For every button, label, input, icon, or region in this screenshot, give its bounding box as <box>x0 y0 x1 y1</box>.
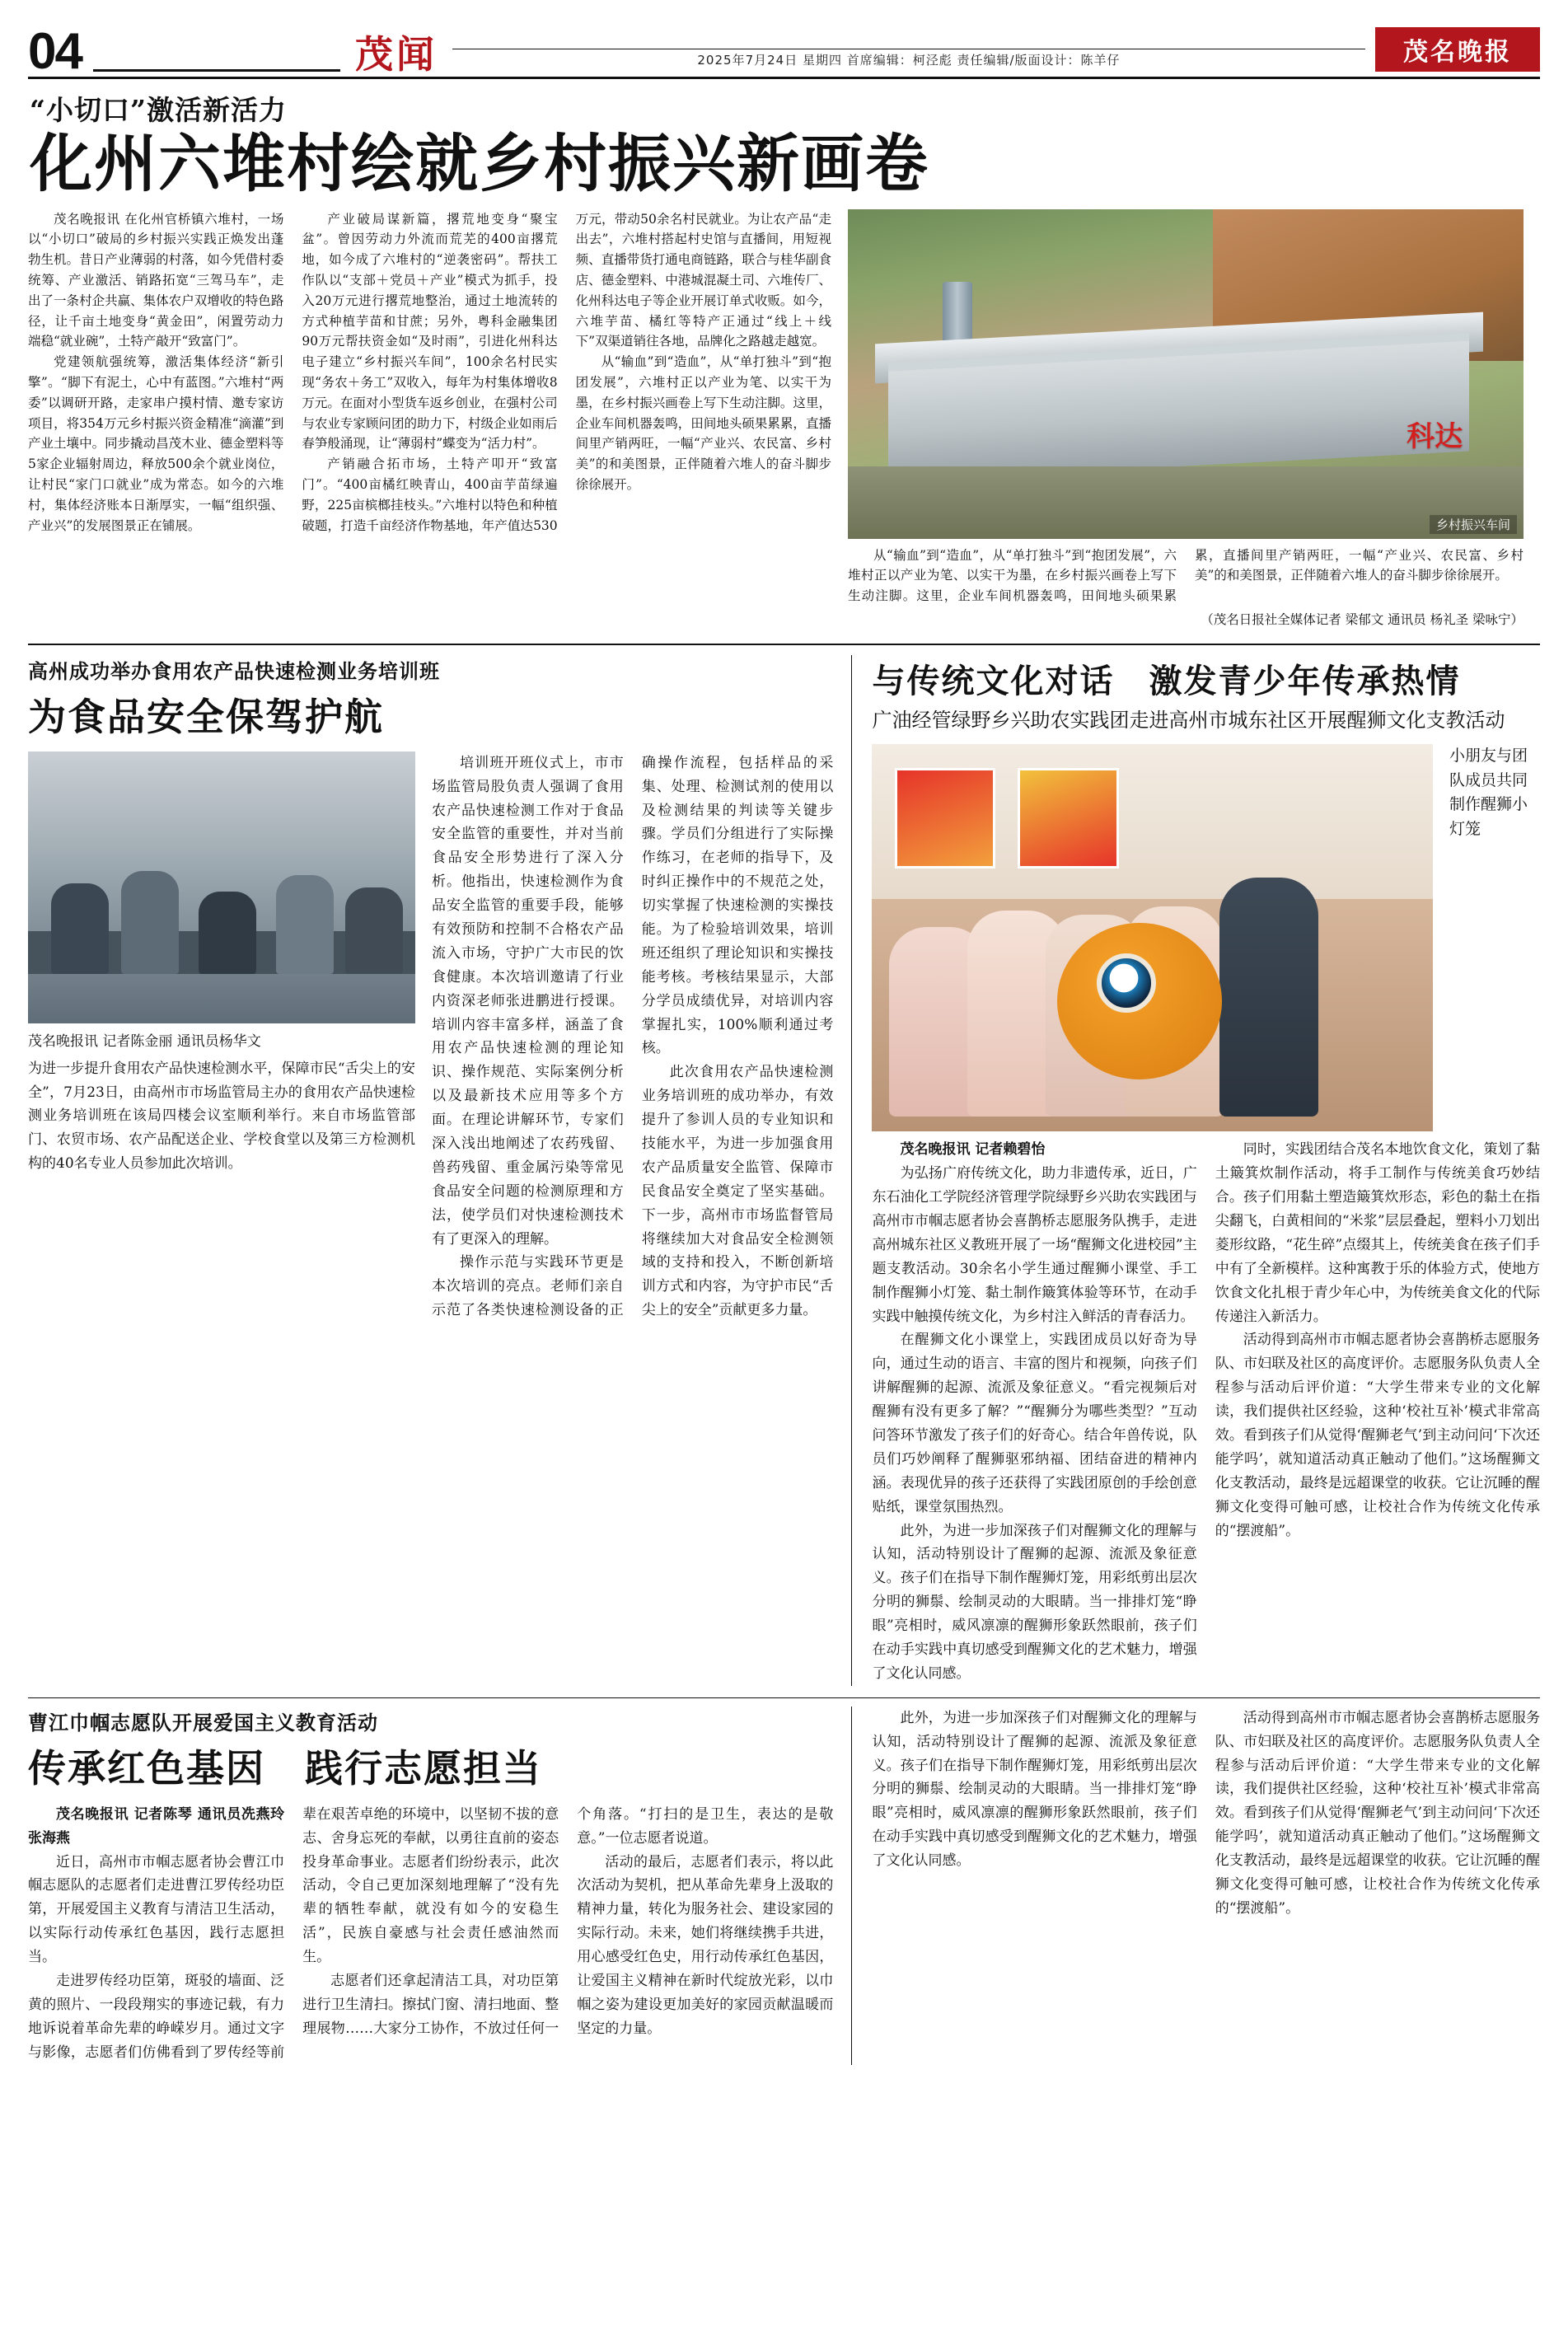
lion-byline: 茂名晚报讯 记者赖碧怡 <box>900 1141 1046 1159</box>
lion-paragraph: 在醒狮文化小课堂上，实践团成员以好奇为导向，通过生动的语言、丰富的图片和视频，向孩子们讲解醒狮的起源、流派及象征意义。“看完视频后对醒狮有没有更多了解？”“醒狮分为哪些类型？”互动问答环节激发了孩子们的好奇心。结合年兽传说，队员们巧妙阐释了醒狮驱邪纳福、团结奋进的精神内涵。表现优异的孩子还获得了实践团原创的手绘创意贴纸，课堂氛围热烈。 <box>872 1332 1197 1515</box>
lion-body <box>872 1138 1540 1685</box>
volunteer-byline: 茂名晚报讯 记者陈琴 通讯员冼燕玲 张海燕 <box>28 1805 285 1847</box>
lead-paragraph: 党建领航强统筹，激活集体经济“新引擎”。“脚下有泥土，心中有蓝图。”六堆村“两委”以调研开路，走家串户摸村情、邀专家访项目，将354万元乡村振兴资金精准“滴灌”到产业土壤中。同步撬动昌茂木业、德金塑料等5家企业辐射周边，释放500余个就业岗位，让村民“家门口就业”成为常态。如今的六堆村，集体经济账本日渐厚实，一幅“组织强、产业兴”的发展图景正在铺展。 <box>28 354 284 533</box>
food-headline: 为食品安全保驾护航 <box>28 694 384 739</box>
lion-column-2 <box>1215 1138 1540 1685</box>
volunteer-kicker: 曹江巾帼志愿队开展爱国主义教育活动 <box>28 1710 378 1735</box>
food-body-top <box>28 751 833 1323</box>
folio-rule <box>93 44 340 72</box>
masthead <box>28 15 1540 79</box>
lead-paragraph: 产业破局谋新篇，撂荒地变身“聚宝盆”。曾因劳动力外流而荒芜的400亩撂荒地，如今成了六堆村的“逆袭密码”。帮扶工作队以“支部＋党员＋产业”模式为抓手，投入20万元进行撂荒地整治，通过土地流转的方式种植芋苗和甘蔗；另外，粤科金融集团90万元帮扶资金如“及时雨”，引进化州科达电子建立“乡村振兴车间”，100余名村民实现“务农＋务工”双收入，每年为村集体增收8万元。在面对小型货车返乡创业，在强村公司与农业专家顾问团的助力下，村级企业如雨后春笋般涌现，让“薄弱村”蝶变为“活力村”。 <box>302 211 558 452</box>
volunteer-paragraph: 走进罗传经功臣第，斑驳的墙面、泛黄的照片、一段段翔实的事迹记载，有力地诉说着革命先辈的峥嵘岁月。通过文字与影像，志愿者们仿佛看到了罗传经等前辈在艰苦卓绝的环境中，以坚韧不拔的意志、舍身忘死的奉献，以勇往直前的姿态投身革命事业。志愿者们纷纷表示，此次活动，令自己更加深刻地理解了“没有先辈的牺牲奉献，就没有如今的安稳生活”，民族自豪感与社会责任感油然而生。 <box>28 1805 559 2061</box>
lead-kicker: “小切口”激活新活力 <box>30 94 287 126</box>
volunteer-paragraph: 志愿者们还拿起清洁工具，对功臣第进行卫生清扫。擦拭门窗、清扫地面、整理展物……大家分工协作，不放过任何一个角落。“打扫的是卫生，表达的是敬意。”一位志愿者说道。 <box>302 1805 834 2037</box>
lead-story <box>28 209 1540 630</box>
volunteer-paragraph: 活动的最后，志愿者们表示，将以此次活动为契机，把从革命先辈身上汲取的精神力量，转化为服务社会、建设家园的实际行动。未来，她们将继续携手共进，用心感受红色史，用行动传承红色基因，让爱国主义精神在新时代绽放光彩，以巾帼之姿为建设更加美好的家园贡献温暖而坚定的力量。 <box>577 1853 834 2037</box>
lion-subhead: 广油经管绿野乡兴助农实践团走进高州市城东社区开展醒狮文化支教活动 <box>872 708 1505 732</box>
lion-photo-caption: 小朋友与团队成员共同制作醒狮小灯笼 <box>1449 747 1528 838</box>
photo-poster <box>1018 768 1118 869</box>
lead-body <box>28 209 831 630</box>
photo-person <box>199 892 256 974</box>
food-paragraph: 操作示范与实践环节更是本次培训的亮点。老师们亲自示范了各类快速检测设备的正确操作流程，包括样品的采集、处理、检测试剂的使用以及检测结果的判读等关键步骤。学员们分组进行了实际操作练习，在老师的指导下，及时纠正操作中的不规范之处，切实掌握了快速检测的实操技能。为了检验培训效果，培训班还组织了理论知识和实操技能考核。考核结果显示，大部分学员成绩优异，对培训内容掌握扎实，100%顺利通过考核。 <box>432 754 834 1319</box>
photo-sign-text: 科达 <box>1407 419 1463 453</box>
lion-photo-row <box>872 744 1540 1131</box>
lion-photo <box>872 744 1433 1131</box>
lion-paragraph: 此外，为进一步加深孩子们对醒狮文化的理解与认知，活动特别设计了醒狮的起源、流派及象征意义。孩子们在指导下制作醒狮灯笼，用彩纸剪出层次分明的狮鬃、绘制灵动的大眼睛。当一排排灯笼“睁眼”亮相时，威风凛凛的醒狮形象跃然眼前，孩子们在动手实践中真切感受到醒狮文化的艺术魅力，增强了文化认同感。 <box>872 1709 1197 1870</box>
middle-section <box>28 655 1540 1686</box>
food-photo-column <box>28 751 415 1323</box>
food-paragraph: 培训班开班仪式上，市市场监管局股负责人强调了食用农产品快速检测工作对于食品安全监管的重要性，并对当前食品安全形势进行了深入分析。他指出，快速检测作为食品安全监管的重要手段，能够有效预防和控制不合格农产品流入市场，守护广大市民的饮食健康。本次培训邀请了行业内资深老师张进鹏进行授课。培训内容丰富多样，涵盖了食用农产品快速检测的理论知识、操作规范、实际案例分析以及最新技术应用等多个方面。在理论讲解环节，专家们深入浅出地阐述了农药残留、兽药残留、重金属污染等常见食品安全问题的检测原理和方法，使学员们对快速检测技术有了更深入的理解。 <box>432 754 624 1248</box>
photo-person <box>51 883 109 974</box>
lead-headline: 化州六堆村绘就乡村振兴新画卷 <box>30 127 929 200</box>
lion-continued-body <box>872 1707 1540 1921</box>
lead-photo-runover <box>848 545 1524 606</box>
photo-teacher <box>1219 878 1318 1117</box>
photo-silo <box>943 282 972 348</box>
lion-column-1 <box>872 1138 1196 1685</box>
lead-paragraph: 从“输血”到“造血”，从“单打独斗”到“抱团发展”，六堆村正以产业为笔、以实干为墨，在乡村振兴画卷上写下生动注脚。这里，企业车间机器轰鸣，田间地头硕果累累，直播间里产销两旺，一幅“产业兴、农民富、乡村美”的和美图景，正伴随着六堆人的奋斗脚步徐徐展开。 <box>575 354 831 492</box>
photo-person <box>121 871 179 974</box>
section-divider-2 <box>28 1697 1540 1698</box>
rule-top <box>452 38 1365 49</box>
page-folio: 04 <box>28 23 82 81</box>
lion-dance-story <box>851 655 1540 1686</box>
lion-paragraph: 活动得到高州市市帼志愿者协会喜鹊桥志愿服务队、市妇联及社区的高度评价。志愿服务队负责人全程参与活动后评价道：“大学生带来专业的文化解读，我们提供社区经验，这种‘校社互补’模式非常高效。看到孩子们从觉得‘醒狮老气’到主动问问‘下次还能学吗’，就知道活动真正触动了他们。”这场醒狮文化支教活动，最终是远超课堂的收获。它让沉睡的醒狮文化变得可触可感，让校社合作为传统文化传承的“摆渡船”。 <box>1215 1332 1541 1539</box>
bottom-section <box>28 1707 1540 2065</box>
photo-person <box>276 875 334 974</box>
lead-photo-column <box>848 209 1524 630</box>
photo-ground <box>848 466 1524 539</box>
dateline-block <box>452 38 1365 72</box>
volunteer-paragraph: 近日，高州市市帼志愿者协会曹江巾帼志愿队的志愿者们走进曹江罗传经功臣第，开展爱国主义教育与清洁卫生活动，以实际行动传承红色基因，践行志愿担当。 <box>28 1853 285 1966</box>
food-safety-story <box>28 655 851 1686</box>
food-paragraph: 为进一步提升食用农产品快速检测水平，保障市民“舌尖上的安全”，7月23日，由高州市市场监管局主办的食用农产品快速检测业务培训班在该局四楼会议室顺利举行。来自市场监管部门、农贸市场、农产品配送企业、学校食堂以及第三方检测机构的40名专业人员参加此次培训。 <box>28 1060 415 1173</box>
paper-logo: 茂名晚报 <box>1375 27 1540 72</box>
lead-paragraph: 茂名晚报讯 在化州官桥镇六堆村，一场以“小切口”破局的乡村振兴实践正焕发出蓬勃生机。昔日产业薄弱的村落，如今凭借村委统筹、产业激活、销路拓宽“三驾马车”，走出了一条村企共赢、集体农户双增收的特色路径，让千亩土地变身“黄金田”，闲置劳动力端稳“就业碗”，土特产敲开“致富门”。 <box>28 211 284 349</box>
lion-column-3 <box>872 1707 1196 1921</box>
lion-paragraph: 此外，为进一步加深孩子们对醒狮文化的理解与认知，活动特别设计了醒狮的起源、流派及象征意义。孩子们在指导下制作醒狮灯笼，用彩纸剪出层次分明的狮鬃、绘制灵动的大眼睛。当一排排灯笼“睁眼”亮相时，威风凛凛的醒狮形象跃然眼前，孩子们在动手实践中真切感受到醒狮文化的艺术魅力，增强了文化认同感。 <box>872 1522 1197 1682</box>
section-divider <box>28 644 1540 645</box>
dateline-text: 2025年7月24日 星期四 首席编辑：柯泾彪 责任编辑/版面设计：陈羊仔 <box>697 53 1121 68</box>
photo-poster <box>895 768 995 869</box>
lead-byline: （茂名日报社全媒体记者 梁郁文 通讯员 杨礼圣 梁咏宁） <box>1201 611 1524 627</box>
volunteer-story <box>28 1707 851 2065</box>
lion-paragraph: 活动得到高州市市帼志愿者协会喜鹊桥志愿服务队、市妇联及社区的高度评价。志愿服务队负责人全程参与活动后评价道：“大学生带来专业的文化解读，我们提供社区经验，这种‘校社互补’模式非常高效。看到孩子们从觉得‘醒狮老气’到主动问问‘下次还能学吗’，就知道活动真正触动了他们。”这场醒狮文化支教活动，最终是远超课堂的收获。它让沉睡的醒狮文化变得可触可感，让校社合作为传统文化传承的“摆渡船”。 <box>1215 1709 1541 1917</box>
lion-paragraph: 同时，实践团结合茂名本地饮食文化，策划了黏土簸箕炊制作活动，将手工制作与传统美食巧妙结合。孩子们用黏土塑造簸箕炊形态，彩色的黏土在指尖翻飞，白黄相间的“米浆”层层叠起，塑料小刀划出菱形纹路，“花生碎”点缀其上，传统美食在孩子们手中有了全新模样。这种寓教于乐的体验方式，使地方饮食文化扎根于青少年心中，为传统美食文化的代际传递注入新活力。 <box>1215 1141 1541 1325</box>
lead-photo <box>848 209 1524 539</box>
photo-lion-eye <box>1097 953 1156 1013</box>
food-photo <box>28 751 415 1023</box>
volunteer-headline: 传承红色基因 践行志愿担当 <box>28 1745 542 1791</box>
lead-photo-caption: 乡村振兴车间 <box>1430 515 1517 534</box>
food-paragraph: 此次食用农产品快速检测业务培训班的成功举办，有效提升了参训人员的专业知识和技能水平，为进一步加强食用农产品质量安全监管、保障市民食品安全奠定了坚实基础。下一步，高州市市场监督管局将继续加大对食品安全检测领域的支持和投入，不断创新培训方式和内容，为守护市民“舌尖上的安全”贡献更多力量。 <box>641 1064 834 1319</box>
lion-column-4 <box>1215 1707 1540 1921</box>
food-kicker: 高州成功举办食用农产品快速检测业务培训班 <box>28 658 440 683</box>
volunteer-body <box>28 1803 833 2065</box>
lion-headline: 与传统文化对话 激发青少年传承热情 <box>872 661 1461 700</box>
lion-paragraph: 为弘扬广府传统文化，助力非遗传承，近日，广东石油化工学院经济管理学院绿野乡兴助农实践团与高州市市帼志愿者协会喜鹊桥志愿服务队携手，走进高州城东社区义教班开展了一场“醒狮文化进校园”主题支教活动。30余名小学生通过醒狮小课堂、手工制作醒狮小灯笼、黏土制作簸箕体验等环节，在动手实践中触摸传统文化，为乡村注入鲜活的青春活力。 <box>872 1165 1197 1325</box>
lion-continuation <box>851 1707 1540 2065</box>
food-byline: 茂名晚报讯 记者陈金丽 通讯员杨华文 <box>28 1032 261 1050</box>
food-columns <box>432 751 833 1323</box>
lead-paragraph: 产销融合拓市场，土特产叩开“致富门”。“400亩橘红映青山，400亩芋苗绿遍野，225亩槟榔挂枝头。”六堆村以特色和种植破题，打造千亩经济作物基地，年产值达530万元，带动50余名村民就业。为让农产品“走出去”，六堆村搭起村史馆与直播间，用短视频、直播带货打通电商链路，联合与桂华副食店、德金塑料、中港城混凝土司、六堆传厂、化州科达电子等企业开展订单式收贩。如今，六堆芋苗、橘红等特产正通过“线上＋线下”双渠道销往各地，品牌化之路越走越宽。 <box>302 211 831 533</box>
lead-paragraph-runover: 从“输血”到“造血”，从“单打独斗”到“抱团发展”，六堆村正以产业为笔、以实干为墨，在乡村振兴画卷上写下生动注脚。这里，企业车间机器轰鸣，田间地头硕果累累，直播间里产销两旺，一幅“产业兴、农民富、乡村美”的和美图景，正伴随着六堆人的奋斗脚步徐徐展开。 <box>848 547 1524 604</box>
photo-person <box>345 887 403 974</box>
section-title: 茂闻 <box>354 32 438 77</box>
